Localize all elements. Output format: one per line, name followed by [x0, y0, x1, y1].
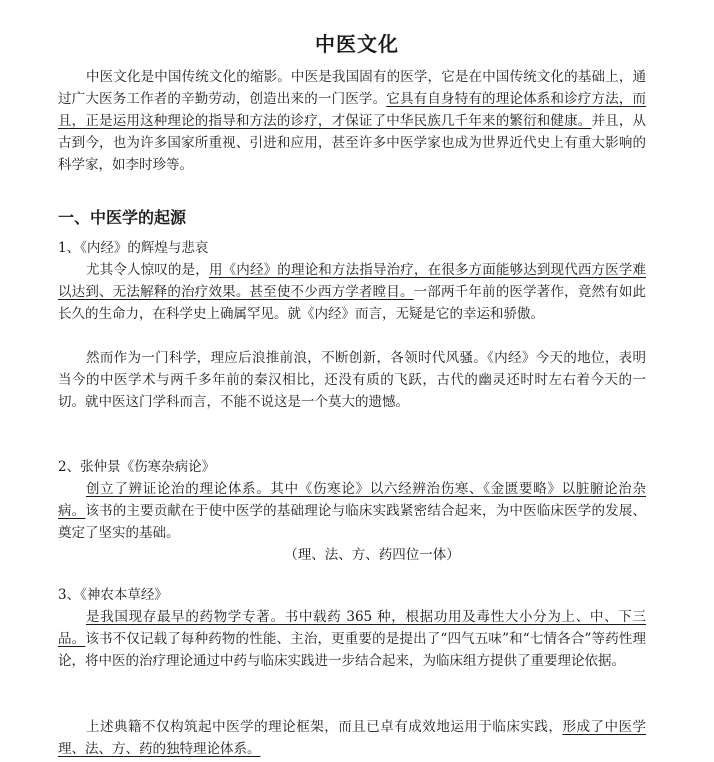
item3-text: 该书不仅记载了每种药物的性能、主治，更重要的是提出了“四气五味”和“七情各合”等药性理论，将中医的治疗理论通过中药与临床实践进一步结合起来，为临床组方提供了重要理论依据。	[58, 631, 647, 669]
item2-title: 2、张仲景《伤寒杂病论》	[58, 459, 216, 475]
item1-title: 1、《内经》的辉煌与悲哀	[58, 240, 209, 256]
item2-note: （理、法、方、药四位一体）	[284, 547, 460, 563]
section-heading-origin: 一、中医学的起源	[58, 208, 187, 227]
item3-title: 3、《神农本草经》	[58, 587, 168, 603]
intro-text-1: 中医文化是中国传统文化的缩影。中医是我国固有的医学，它是在中国传统文化的基础上，通过广大医务工作者的辛勤劳动，创造出来的一门医学。	[58, 69, 646, 107]
intro-paragraph	[58, 66, 646, 176]
item1-paragraph-2: 然而作为一门科学，理应后浪推前浪，不断创新，各领时代风骚。《内经》今天的地位，表明当今的中医学术与两千多年前的秦汉相比，还没有质的飞跃，古代的幽灵还时时左右着今天的一切。就中医这门学科而言，不能不说这是一个莫大的遗憾。	[58, 350, 646, 410]
item1-p1-underlined-text: 用《内经》的理论和方法指导治疗，在很多方面能够达到现代西方医学难以达到、无法解释的治疗效果。甚至使不少西方学者瞠目。	[58, 262, 647, 300]
conclusion-underlined-text: 形成了中医学理、法、方、药的独特理论体系。	[58, 719, 647, 757]
conclusion-text: 上述典籍不仅构筑起中医学的理论框架，而且已卓有成效地运用于临床实践，	[86, 719, 563, 735]
item2-underlined-text: 创立了辨证论治的理论体系。其中《伤寒论》以六经辨治伤寒、《金匮要略》以脏腑论治杂病。	[58, 481, 646, 519]
item2-paragraph	[58, 478, 646, 544]
item1-paragraph-1	[58, 259, 646, 325]
item2-text: 该书的主要贡献在于使中医学的基础理论与临床实践紧密结合起来，为中医临床医学的发展、奠定了坚实的基础。	[58, 503, 647, 541]
item1-p1-text-2: 一部两千年前的医学著作，竟然有如此长久的生命力，在科学史上确属罕见。就《内经》而言，无疑是它的幸运和骄傲。	[58, 284, 647, 322]
item1-p1-text-1: 尤其令人惊叹的是，	[86, 262, 209, 278]
intro-underlined-text: 它具有自身特有的理论体系和诊疗方法，而且，正是运用这种理论的指导和方法的诊疗，才保证了中华民族几千年来的繁衍和健康。	[58, 91, 647, 129]
conclusion-paragraph	[58, 716, 646, 760]
item3-paragraph	[58, 606, 646, 672]
intro-text-2: 并且，从古到今，也为许多国家所重视、引进和应用，甚至许多中医学家也成为世界近代史上有重大影响的科学家，如李时珍等。	[58, 113, 647, 173]
item3-underlined-text: 是我国现存最早的药物学专著。书中载药 365 种，根据功用及毒性大小分为上、中、下三品。	[58, 609, 646, 647]
document-title: 中医文化	[315, 32, 399, 56]
